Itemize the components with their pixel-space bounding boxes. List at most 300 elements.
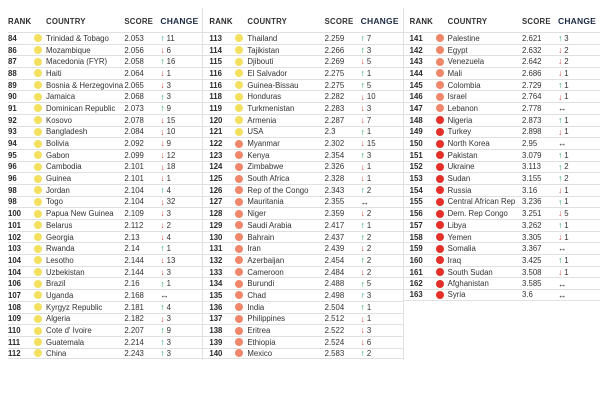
country-dot-cell [231,349,247,357]
rank-cell: 137 [209,314,223,324]
table-row [203,149,402,161]
red-status-dot-icon [436,280,444,288]
change-value: 5 [366,279,372,289]
down-arrow-icon: ↓ [558,231,563,242]
change-value: 10 [366,92,376,102]
orange-status-dot-icon [436,58,444,66]
orange-status-dot-icon [235,349,243,357]
rank-cell: 89 [8,80,17,90]
country-dot-cell [30,210,46,218]
red-status-dot-icon [436,163,444,171]
table-row [404,149,600,161]
change-value: 1 [564,150,569,160]
up-arrow-icon: ↑ [160,56,165,67]
score-cell: 2.498 [324,290,345,300]
change-cell [160,314,202,323]
score-cell: 3.236 [522,197,542,207]
table-row [8,277,202,289]
change-cell [558,186,600,195]
table-row [8,161,202,173]
country-label: Honduras [247,92,282,102]
rank-cell: 121 [209,127,223,137]
country-label: Dominican Republic [46,103,116,113]
table-row [203,114,402,126]
country-label: Turkmenistan [247,103,295,113]
country-label: Kyrgyz Republic [46,302,103,312]
down-arrow-icon: ↓ [160,126,165,137]
country-dot-cell [432,34,448,42]
header-country: COUNTRY [447,16,488,26]
rank-cell: 142 [409,45,423,55]
score-cell: 3.585 [522,279,542,289]
header-rank: RANK [409,16,433,26]
table-row [404,254,600,266]
rank-cell: 128 [209,209,223,219]
yellow-status-dot-icon [235,69,243,77]
country-dot-cell [30,46,46,54]
change-value: 3 [166,314,171,324]
table-row [404,231,600,243]
change-value: 3 [166,267,171,277]
country-label: Egypt [447,45,468,55]
rank-cell: 152 [409,162,423,172]
orange-status-dot-icon [235,198,243,206]
score-cell: 2.355 [324,197,345,207]
rank-cell: 141 [409,33,423,43]
orange-status-dot-icon [436,81,444,89]
change-value: 4 [166,185,171,195]
country-label: Dem. Rep Congo [447,209,508,219]
change-cell [558,233,600,242]
red-status-dot-icon [436,151,444,159]
table-rows [203,32,402,359]
country-label: Thailand [247,33,278,43]
table-row [203,90,402,102]
rank-cell: 118 [209,92,222,102]
country-dot-cell [231,198,247,206]
country-dot-cell [432,268,448,276]
country-label: Kosovo [46,115,73,125]
change-cell [160,326,202,335]
yellow-status-dot-icon [34,303,42,311]
yellow-status-dot-icon [235,46,243,54]
country-dot-cell [432,46,448,54]
table-row [203,44,402,56]
yellow-status-dot-icon [34,175,42,183]
change-value: 1 [564,80,569,90]
country-label: Syria [447,290,466,300]
country-label: Mozambique [46,45,91,55]
table-row [404,242,600,254]
country-dot-cell [231,46,247,54]
table-row [404,67,600,79]
rank-cell: 108 [8,302,22,312]
change-cell [558,46,600,55]
change-value: 2 [366,232,372,242]
yellow-status-dot-icon [34,163,42,171]
rank-cell: 96 [8,162,17,172]
red-status-dot-icon [436,128,444,136]
country-dot-cell [30,58,46,66]
table-row [203,289,402,301]
country-label: Armenia [247,115,277,125]
rank-cell: 161 [409,267,423,277]
country-dot-cell [231,268,247,276]
yellow-status-dot-icon [34,93,42,101]
up-arrow-icon: ↑ [160,301,165,312]
change-cell [558,127,600,136]
change-value: 3 [166,337,171,347]
table-row [8,196,202,208]
yellow-status-dot-icon [34,245,42,253]
score-cell: 3.367 [522,244,542,254]
rank-cell: 88 [8,68,17,78]
score-cell: 2.512 [324,314,345,324]
country-dot-cell [30,221,46,229]
up-arrow-icon: ↑ [360,255,365,266]
rank-cell: 148 [409,115,423,125]
country-label: Myanmar [247,139,280,149]
country-dot-cell [231,256,247,264]
country-dot-cell [30,349,46,357]
country-label: Bangladesh [46,127,88,137]
score-cell: 2.283 [324,103,345,113]
change-value: 3 [166,348,171,358]
table-row [404,277,600,289]
country-dot-cell [30,233,46,241]
score-cell: 2.417 [324,220,345,230]
orange-status-dot-icon [235,268,243,276]
rank-cell: 91 [8,103,17,113]
rank-cell: 158 [409,232,423,242]
country-label: Libya [447,220,467,230]
score-cell: 2.764 [522,92,542,102]
table-row [203,79,402,91]
country-label: Rep of the Congo [247,185,309,195]
change-cell [558,209,600,218]
table-row [404,172,600,184]
rank-cell: 126 [209,185,223,195]
score-cell: 2.269 [324,57,345,67]
country-label: Guatemala [46,337,85,347]
rank-cell: 101 [8,220,22,230]
change-value: 1 [166,279,171,289]
yellow-status-dot-icon [34,233,42,241]
country-label: Mali [447,68,462,78]
country-dot-cell [30,151,46,159]
country-dot-cell [231,69,247,77]
change-cell [160,256,202,265]
orange-status-dot-icon [436,46,444,54]
change-value: 9 [166,139,171,149]
down-arrow-icon: ↓ [360,91,365,102]
yellow-status-dot-icon [34,210,42,218]
country-dot-cell [30,327,46,335]
country-label: Iraq [447,255,462,265]
down-arrow-icon: ↓ [160,138,165,149]
up-arrow-icon: ↑ [360,33,365,44]
up-arrow-icon: ↑ [558,255,563,266]
down-arrow-icon: ↓ [360,243,365,254]
change-cell [361,291,403,300]
country-label: Mexico [247,348,273,358]
country-label: Algeria [46,314,71,324]
change-cell [361,116,403,125]
change-cell [160,92,202,101]
country-dot-cell [30,81,46,89]
change-cell [160,209,202,218]
rank-cell: 156 [409,209,423,219]
table-row [8,32,202,44]
change-cell [558,34,600,43]
table-row [404,219,600,231]
country-dot-cell [432,140,448,148]
change-cell [160,186,202,195]
up-arrow-icon: ↑ [360,149,365,160]
country-label: Lesotho [46,255,74,265]
country-dot-cell [231,338,247,346]
score-cell: 2.14 [124,244,140,254]
score-cell: 2.181 [124,302,144,312]
score-cell: 2.3 [324,127,336,137]
country-label: Georgia [46,232,74,242]
change-cell [361,256,403,265]
change-cell [160,244,202,253]
change-cell [558,244,600,253]
change-cell [361,174,403,183]
table-row [8,219,202,231]
rank-cell: 94 [8,139,17,149]
country-dot-cell [231,81,247,89]
change-cell [361,92,403,101]
rank-cell: 155 [409,197,423,207]
up-arrow-icon: ↑ [160,103,165,114]
up-arrow-icon: ↑ [160,185,165,196]
orange-status-dot-icon [235,338,243,346]
yellow-status-dot-icon [34,128,42,136]
rank-cell: 146 [409,92,423,102]
down-arrow-icon: ↓ [160,68,165,79]
rank-cell: 107 [8,290,22,300]
score-cell: 2.053 [124,33,144,43]
score-cell: 3.262 [522,220,542,230]
score-cell: 2.243 [124,348,144,358]
score-cell: 2.275 [324,80,345,90]
yellow-status-dot-icon [34,58,42,66]
change-cell [160,221,202,230]
score-cell: 2.109 [124,209,144,219]
up-arrow-icon: ↑ [558,173,563,184]
change-cell [361,233,403,242]
table-row [404,32,600,44]
down-arrow-icon: ↓ [558,266,563,277]
up-arrow-icon: ↑ [360,290,365,301]
change-value: 1 [366,174,372,184]
change-cell [160,349,202,358]
up-arrow-icon: ↑ [558,196,563,207]
change-value: 1 [564,185,569,195]
change-value: 2 [366,209,372,219]
change-value: 3 [166,80,171,90]
score-cell: 2.207 [124,326,144,336]
score-cell: 2.686 [522,68,542,78]
rank-cell: 111 [8,337,21,347]
up-arrow-icon: ↑ [160,325,165,336]
down-arrow-icon: ↓ [558,208,563,219]
yellow-status-dot-icon [235,116,243,124]
yellow-status-dot-icon [34,291,42,299]
down-arrow-icon: ↓ [160,79,165,90]
country-dot-cell [231,280,247,288]
up-arrow-icon: ↑ [558,220,563,231]
rank-cell: 100 [8,209,22,219]
table-row [203,184,402,196]
rank-cell: 84 [8,33,17,43]
country-dot-cell [30,175,46,183]
change-value: 5 [564,209,569,219]
change-value: 12 [166,150,176,160]
table-row [8,324,202,336]
change-value: 9 [166,326,171,336]
country-dot-cell [432,58,448,66]
table-row [8,348,202,360]
table-row [404,126,600,138]
country-dot-cell [231,303,247,311]
score-cell: 2.522 [324,326,345,336]
same-arrow-icon: ↔ [558,278,567,289]
change-cell [160,34,202,43]
change-cell [160,162,202,171]
country-dot-cell [432,104,448,112]
country-dot-cell [432,128,448,136]
table-row [203,32,402,44]
header-score: SCORE [124,16,154,26]
change-cell [361,151,403,160]
up-arrow-icon: ↑ [160,91,165,102]
rank-cell: 93 [8,127,17,137]
header-rank: RANK [209,16,233,26]
score-cell: 2.898 [522,127,542,137]
change-cell [160,104,202,113]
down-arrow-icon: ↓ [360,266,365,277]
change-value: 1 [564,232,569,242]
country-label: Uganda [46,290,74,300]
table-row [8,266,202,278]
down-arrow-icon: ↓ [558,44,563,55]
country-label: Niger [247,209,266,219]
rank-cell: 129 [209,220,223,230]
change-value: 1 [366,314,372,324]
rank-cell: 90 [8,92,17,102]
table-row [404,266,600,278]
change-cell [160,268,202,277]
yellow-status-dot-icon [34,198,42,206]
table-row [8,67,202,79]
change-value: 2 [166,220,171,230]
change-value: 1 [166,68,171,78]
country-dot-cell [432,175,448,183]
yellow-status-dot-icon [235,34,243,42]
rank-cell: 96 [8,174,17,184]
score-cell: 2.182 [124,314,144,324]
change-value: 3 [366,103,372,113]
change-value: 15 [166,115,176,125]
change-value: 1 [564,68,569,78]
country-label: Cameroon [247,267,284,277]
score-cell: 2.275 [324,68,345,78]
change-value: 6 [166,45,171,55]
orange-status-dot-icon [235,256,243,264]
change-value: 1 [564,92,569,102]
header-change: CHANGE [360,16,399,26]
change-value: 1 [166,244,171,254]
change-value: 5 [366,57,372,67]
table-row [8,137,202,149]
change-value: 3 [166,209,171,219]
table-row [203,207,402,219]
rank-cell: 123 [209,150,223,160]
country-label: Togo [46,197,63,207]
change-value: 2 [366,244,372,254]
change-value: 1 [166,174,171,184]
change-value: 1 [564,115,569,125]
down-arrow-icon: ↓ [360,173,365,184]
country-label: Bolivia [46,139,69,149]
change-cell [160,139,202,148]
rank-cell: 138 [209,326,223,336]
rank-cell: 143 [409,57,423,67]
score-cell: 2.632 [522,45,542,55]
table-row [404,44,600,56]
country-dot-cell [30,338,46,346]
country-dot-cell [432,151,448,159]
country-label: Kenya [247,150,270,160]
down-arrow-icon: ↓ [160,114,165,125]
rank-cell: 133 [209,267,223,277]
orange-status-dot-icon [235,210,243,218]
country-dot-cell [231,221,247,229]
yellow-status-dot-icon [34,81,42,89]
score-cell: 2.068 [124,92,144,102]
rank-cell: 87 [8,57,17,67]
change-value: 2 [366,267,372,277]
change-cell [361,209,403,218]
country-label: Central African Rep [447,197,516,207]
yellow-status-dot-icon [34,268,42,276]
change-value: 1 [564,255,569,265]
table-header-row [8,8,202,32]
red-status-dot-icon [436,221,444,229]
change-value: 2 [366,185,372,195]
rank-cell: 115 [209,57,222,67]
country-label: Zimbabwe [247,162,284,172]
table-header-row [404,8,600,32]
table-row [404,114,600,126]
change-cell [558,151,600,160]
up-arrow-icon: ↑ [360,126,365,137]
score-cell: 2.104 [124,185,144,195]
country-dot-cell [30,280,46,288]
change-value: 3 [166,92,171,102]
change-cell [361,81,403,90]
table-row [8,172,202,184]
country-dot-cell [231,128,247,136]
up-arrow-icon: ↑ [558,79,563,90]
table-row [203,254,402,266]
yellow-status-dot-icon [235,104,243,112]
yellow-status-dot-icon [34,327,42,335]
change-value: 2 [564,57,569,67]
